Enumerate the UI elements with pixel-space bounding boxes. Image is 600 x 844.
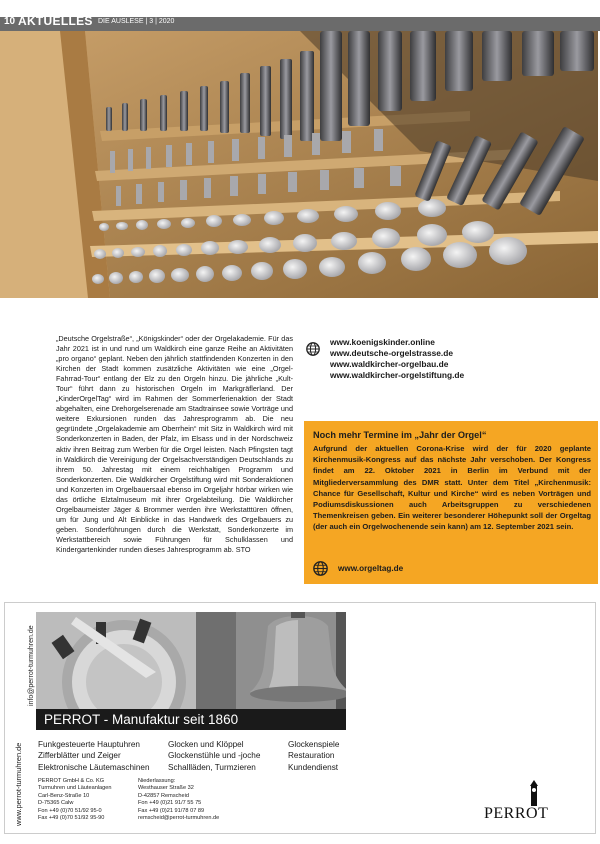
address-line: PERROT GmbH & Co. KG <box>38 778 105 784</box>
address-branch <box>138 778 219 822</box>
service-item: Elektronische Läutemaschinen <box>38 762 150 772</box>
globe-icon <box>313 561 328 581</box>
address-line: Niederlassung: <box>138 778 176 784</box>
weblink[interactable]: www.deutsche-orgelstrasse.de <box>330 348 454 359</box>
globe-icon <box>306 342 320 361</box>
services-col-2 <box>168 739 260 773</box>
article-paragraph: „Deutsche Orgelstraße“, „Königskinder“ oder der Orgelakademie. Für das Jahr 2021 ist in und rund um Waldkirch eine ganze Reihe an Aktivitäten „pro organo“ geplant. Neben den jährlich stattfindenden Konzerten in den Kirchen der Stadt kommen zusätzliche Aktivitäten wie eine „Orgel-Fahrrad-Tour“ entlang der Elz zu den Orgeln hinzu. Die jährliche „Kult-Tour“ führt dann zu historischen Orgeln im Markgräflerland. Der „KinderOrgelTag“ wird im Rahmen der Sommerferienaktion der Stadt abgehalten, eine Drehorgelserenade am Stadtrainsee sowie Vorträge und weitere Exkursionen runden das Jahresprogramm ab. Die neu gegründete „Orgelakademie am Oberrhein“ mit Sitz in Waldkirch wird mit Sonderkonzerten in Baden, der Pfalz, im Elsass und in der Nordschweiz aktiv ihren Beitrag zum Werben für die Orgel leisten. Nach Pfingsten tagt in Waldkirch die Vereinigung der Orgelsachverständigen Deutschlands zu ihrem 50. Jahrestag mit einem reichhaltigen Programm und Sonderkonzerten. Die Waldkircher Orgelstiftung wird mit Sonderaktionen und Konzerten im Orgelbauersaal ebenso im Orgeljahr hörbar wirken wie das örtliche Elztalmuseum mit ihrer Orgelabteilung. Die Waldkircher Orgelbaumeister Jäger & Brommer werden ihre Werkstatttüren öffnen, um für Jung und Alt Einblicke in das Handwerk des Orgelbauers zu geben. Sonderführungen durch die Werkstatt, Sonderkonzerte im Werkstattbereich sowie Führungen für Schulklassen und Kindergartenkinder runden dieses Jahresprogramm ab. STO <box>56 334 293 554</box>
service-item: Glockenstühle und -joche <box>168 751 261 761</box>
weblink[interactable]: www.waldkircher-orgelbau.de <box>330 359 449 370</box>
service-item: Funkgesteuerte Hauptuhren <box>38 740 140 749</box>
address-line: remscheid@perrot-turmuhren.de <box>138 815 220 822</box>
address-line: Fon +49 (0)70 51/92 95-0 <box>38 807 102 814</box>
services-col-1 <box>38 739 150 773</box>
address-line: Fon +49 (0)21 91/7 55 75 <box>138 800 202 807</box>
address-main <box>38 778 112 822</box>
ad-side-email: info@perrot-turmuhren.de <box>28 625 35 706</box>
service-item: Zifferblätter und Zeiger <box>38 751 121 761</box>
clock-bell-image <box>36 612 346 709</box>
address-line: Carl-Benz-Straße 10 <box>38 792 90 799</box>
ad-side-url: www.perrot-turmuhren.de <box>14 742 23 826</box>
address-line: D-75365 Calw <box>38 800 74 807</box>
service-item: Kundendienst <box>288 762 339 772</box>
weblink[interactable]: www.koenigskinder.online <box>330 337 435 347</box>
infobox-text: Aufgrund der aktuellen Corona-Krise wird der für 2020 geplante Kirchenmusik-Kongress auf das nächste Jahr verschoben. Der Kongress findet am 22. Oktober 2021 in Berlin im Verbund mit der Mitgliederversammlung des DMR statt. Unter dem Titel „Kirchenmusik: Chance für Gesellschaft, Kultur und Kirche“ wird es neben Vorträgen und Podiumsdiskussionen auch Arbeitsgruppen zu verschiedenen Themenkreisen geben. Ein weiterer besonderer Höhepunkt soll der Orgeltag (der auch ein Orgelwochenende sein kann) am 12. September 2021 sein. <box>313 444 591 532</box>
organ-pipes-photo <box>0 31 598 298</box>
page-number: 10 <box>4 16 16 27</box>
service-item: Glockenspiele <box>288 740 340 749</box>
address-line: Fax +49 (0)70 51/92 95-90 <box>38 815 105 822</box>
magazine-issue: DIE AUSLESE | 3 | 2020 <box>98 18 175 25</box>
weblink[interactable]: www.waldkircher-orgelstiftung.de <box>330 370 465 381</box>
service-item: Restauration <box>288 751 335 761</box>
infobox-title: Noch mehr Termine im „Jahr der Orgel“ <box>313 430 487 440</box>
address-line: Westhauser Straße 32 <box>138 785 194 792</box>
ad-banner: PERROT - Manufaktur seit 1860 <box>36 709 346 730</box>
perrot-logo: PERROT <box>484 805 549 822</box>
infobox-link[interactable]: www.orgeltag.de <box>338 564 404 573</box>
article-body <box>56 334 293 555</box>
services-col-3 <box>288 739 339 773</box>
address-line: Turmuhren und Läuteanlagen <box>38 785 112 792</box>
weblinks-list <box>330 337 464 381</box>
service-item: Schallläden, Turmzieren <box>168 762 256 772</box>
service-item: Glocken und Klöppel <box>168 740 244 749</box>
address-line: Fax +49 (0)21 91/78 07 89 <box>138 807 205 814</box>
address-line: D-42857 Remscheid <box>138 792 189 799</box>
section-title: AKTUELLES <box>18 14 93 28</box>
